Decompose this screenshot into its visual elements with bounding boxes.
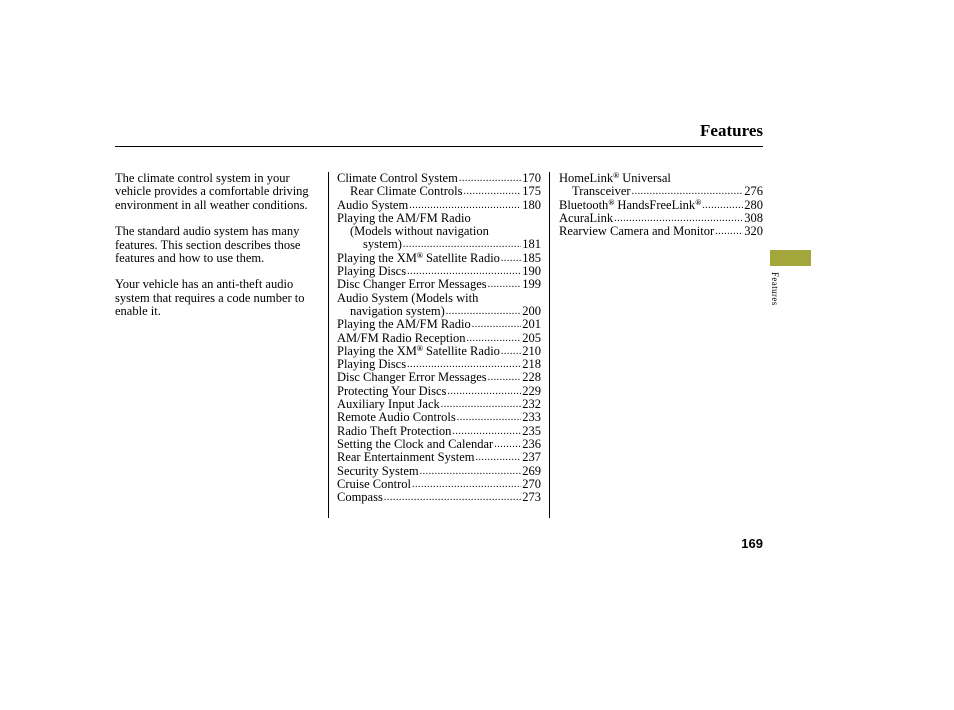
toc-entry[interactable]: Setting the Clock and Calendar ..... 236 <box>337 438 541 451</box>
toc-entry[interactable]: Security System ..... 269 <box>337 465 541 478</box>
toc-entry[interactable]: Rear Entertainment System ..... 237 <box>337 451 541 464</box>
column-divider-right <box>549 172 550 518</box>
page-title: Features <box>700 121 763 140</box>
toc-entry[interactable]: AM/FM Radio Reception ..... 205 <box>337 332 541 345</box>
toc-entry[interactable]: Auxiliary Input Jack ..... 232 <box>337 398 541 411</box>
intro-text <box>115 172 320 332</box>
toc-entry[interactable]: Playing the AM/FM Radio ..... 201 <box>337 318 541 331</box>
intro-paragraph-climate: The climate control system in your vehicle provides a comfortable driving environment in all weather conditions. <box>115 171 309 212</box>
toc-entry[interactable]: Protecting Your Discs ..... 229 <box>337 385 541 398</box>
toc-entry[interactable]: Disc Changer Error Messages ..... 228 <box>337 371 541 384</box>
toc-entry[interactable]: AcuraLink ..... 308 <box>559 212 763 225</box>
section-tab-label: Features <box>770 272 780 306</box>
toc-entry[interactable]: Playing the XM® Satellite Radio ..... 210 <box>337 345 541 358</box>
page-number: 169 <box>741 536 763 551</box>
toc-entry[interactable]: Bluetooth® HandsFreeLink® ..... 280 <box>559 199 763 212</box>
toc-entry[interactable]: system) ..... 181 <box>337 238 541 251</box>
toc-entry[interactable]: Cruise Control ..... 270 <box>337 478 541 491</box>
toc-entry[interactable]: Compass ..... 273 <box>337 491 541 504</box>
toc-entry-heading: Playing the AM/FM Radio <box>337 210 471 225</box>
toc-column-right <box>559 172 763 238</box>
toc-entry[interactable]: Playing Discs ..... 218 <box>337 358 541 371</box>
toc-entry[interactable]: Transceiver ..... 276 <box>559 185 763 198</box>
toc-entry[interactable]: Audio System ..... 180 <box>337 199 541 212</box>
toc-entry-heading: HomeLink® Universal <box>559 171 671 185</box>
toc-entry[interactable]: Rearview Camera and Monitor ..... 320 <box>559 225 763 238</box>
toc-entry[interactable]: Radio Theft Protection ..... 235 <box>337 425 541 438</box>
toc-entry[interactable]: Remote Audio Controls ..... 233 <box>337 411 541 424</box>
toc-entry[interactable]: Disc Changer Error Messages ..... 199 <box>337 278 541 291</box>
toc-column-left <box>337 172 541 504</box>
section-tab <box>770 250 811 266</box>
toc-entry[interactable]: Playing the XM® Satellite Radio ..... 185 <box>337 252 541 265</box>
toc-entry[interactable]: Climate Control System ..... 170 <box>337 172 541 185</box>
column-divider-left <box>328 172 329 518</box>
header-rule <box>115 146 763 147</box>
toc-entry[interactable]: navigation system) ..... 200 <box>337 305 541 318</box>
intro-paragraph-antitheft: Your vehicle has an anti-theft audio system that requires a code number to enable it. <box>115 277 305 319</box>
toc-entry-continuation: (Models without navigation <box>350 224 489 239</box>
toc-entry-heading: Audio System (Models with <box>337 290 479 305</box>
toc-entry[interactable]: Playing Discs ..... 190 <box>337 265 541 278</box>
toc-entry[interactable]: Rear Climate Controls ..... 175 <box>337 185 541 198</box>
intro-paragraph-audio: The standard audio system has many features. This section describes those features and how to use them. <box>115 224 301 266</box>
